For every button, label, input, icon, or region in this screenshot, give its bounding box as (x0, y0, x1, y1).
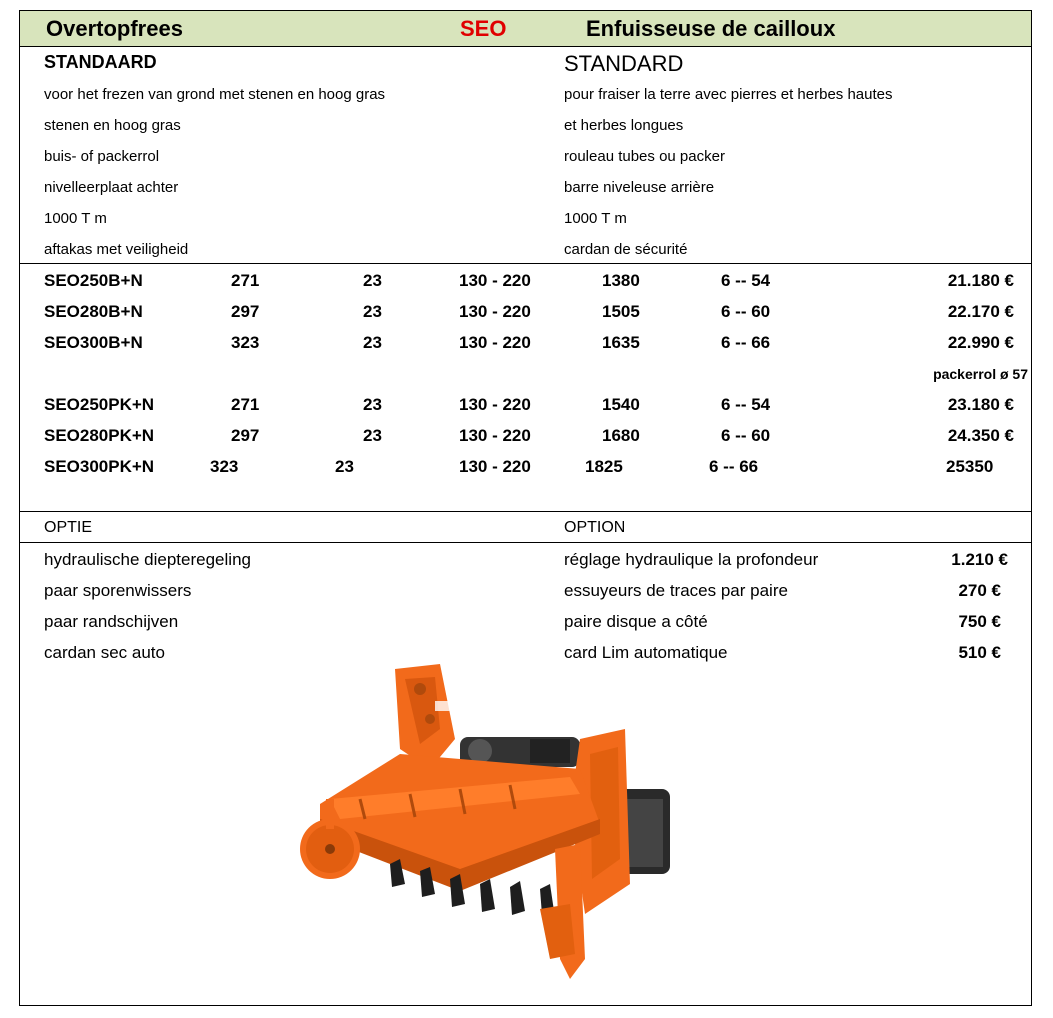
title-fr: Enfuisseuse de cailloux (586, 16, 836, 41)
standard-line-fr: pour fraiser la terre avec pierres et herbes hautes (564, 86, 893, 103)
model-value-c: 130 - 220 (459, 395, 531, 414)
model-value-d: 1680 (602, 426, 640, 445)
model-value-a: 271 (231, 271, 260, 290)
standard-line-fr: cardan de sécurité (564, 241, 688, 258)
model-price: 22.990 € (947, 333, 1014, 352)
model-code: SEO250PK+N (44, 395, 155, 414)
model-value-e: 6 -- 60 (721, 426, 771, 445)
model-code: SEO300B+N (44, 333, 143, 352)
model-value-a: 323 (210, 457, 239, 476)
model-value-e: 6 -- 66 (709, 457, 759, 476)
option-nl: paar sporenwissers (44, 581, 192, 600)
model-value-e: 6 -- 60 (721, 302, 771, 321)
option-price: 510 € (958, 643, 1001, 662)
model-value-b: 23 (363, 426, 382, 445)
model-value-b: 23 (363, 395, 382, 414)
model-name: SEO (460, 16, 507, 41)
model-value-b: 23 (363, 302, 382, 321)
header-bar (20, 11, 1031, 47)
option-price: 1.210 € (951, 550, 1008, 569)
divider (20, 542, 1031, 543)
price-sheet (19, 10, 1032, 1006)
option-title-fr: OPTION (564, 519, 626, 536)
standard-line-nl: 1000 T m (44, 210, 107, 227)
model-price: 24.350 € (947, 426, 1014, 445)
model-value-e: 6 -- 66 (721, 333, 771, 352)
model-value-b: 23 (363, 333, 382, 352)
option-fr: paire disque a côté (564, 612, 708, 631)
standard-line-nl: aftakas met veiligheid (44, 241, 189, 258)
model-price: 25350 (946, 457, 994, 476)
option-nl: paar randschijven (44, 612, 179, 631)
option-nl: hydraulische diepteregeling (44, 550, 251, 569)
model-price: 21.180 € (947, 271, 1014, 290)
standard-line-fr: barre niveleuse arrière (564, 179, 715, 196)
model-value-c: 130 - 220 (459, 302, 531, 321)
divider (20, 263, 1031, 264)
standard-line-nl: nivelleerplaat achter (44, 179, 179, 196)
option-title-nl: OPTIE (44, 519, 93, 536)
model-code: SEO250B+N (44, 271, 143, 290)
standard-line-fr: rouleau tubes ou packer (564, 148, 725, 165)
model-value-d: 1540 (602, 395, 640, 414)
model-price: 23.180 € (947, 395, 1014, 414)
model-price: 22.170 € (947, 302, 1014, 321)
option-fr: essuyeurs de traces par paire (564, 581, 788, 600)
model-value-b: 23 (363, 271, 382, 290)
standard-line-nl: voor het frezen van grond met stenen en hoog gras (44, 86, 386, 103)
model-value-d: 1505 (602, 302, 640, 321)
model-code: SEO280PK+N (44, 426, 155, 445)
standard-line-fr: et herbes longues (564, 117, 684, 134)
option-price: 750 € (958, 612, 1001, 631)
option-fr: card Lim automatique (564, 643, 728, 662)
standard-line-fr: 1000 T m (564, 210, 627, 227)
model-value-e: 6 -- 54 (721, 395, 771, 414)
model-value-c: 130 - 220 (459, 333, 531, 352)
model-value-a: 271 (231, 395, 260, 414)
standard-title-nl: STANDAARD (44, 52, 157, 72)
model-value-a: 297 (231, 426, 260, 445)
stone-burier-machine-image (280, 659, 680, 989)
divider (20, 511, 1031, 512)
model-value-c: 130 - 220 (459, 271, 531, 290)
model-code: SEO280B+N (44, 302, 143, 321)
option-price: 270 € (958, 581, 1001, 600)
packer-note: packerrol ø 57 (933, 366, 1028, 382)
model-value-e: 6 -- 54 (721, 271, 771, 290)
model-value-d: 1635 (602, 333, 640, 352)
model-code: SEO300PK+N (44, 457, 155, 476)
model-value-a: 297 (231, 302, 260, 321)
standard-title-fr: STANDARD (564, 51, 684, 76)
model-value-d: 1380 (602, 271, 640, 290)
option-fr: réglage hydraulique la profondeur (564, 550, 819, 569)
standard-line-nl: buis- of packerrol (44, 148, 160, 165)
model-value-c: 130 - 220 (459, 426, 531, 445)
title-nl: Overtopfrees (46, 16, 183, 41)
option-nl: cardan sec auto (44, 643, 165, 662)
model-value-b: 23 (335, 457, 354, 476)
model-value-c: 130 - 220 (459, 457, 531, 476)
model-value-a: 323 (231, 333, 260, 352)
standard-line-nl: stenen en hoog gras (44, 117, 181, 134)
model-value-d: 1825 (585, 457, 623, 476)
